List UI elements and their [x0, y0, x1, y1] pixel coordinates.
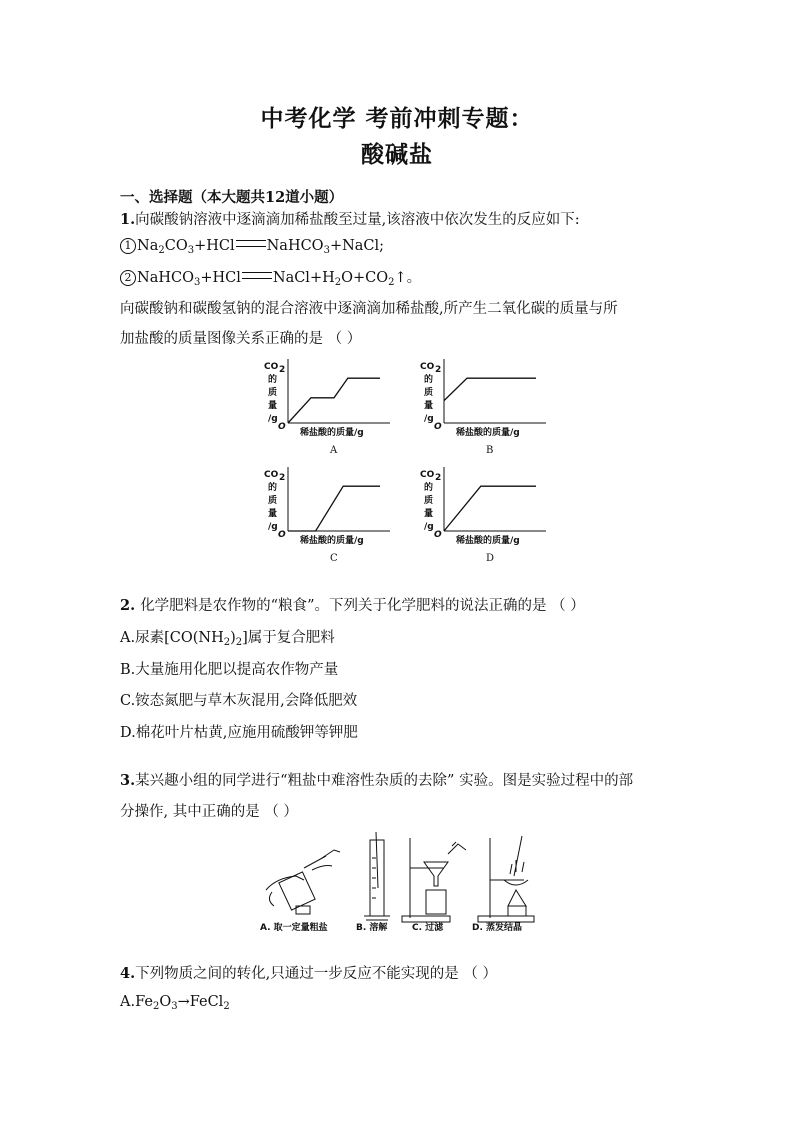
y-axis-label: 质: [424, 388, 434, 398]
r1-nacl: +NaCl;: [329, 238, 385, 254]
q2-option-a: [120, 626, 335, 647]
q1-text-2: 向碳酸钠和碳酸氢钠的混合溶液中逐滴滴加稀盐酸,所产生二氧化碳的质量与所: [120, 301, 618, 317]
graph-d: [408, 463, 558, 567]
q3-stem-text: 某兴趣小组的同学进行“粗盐中难溶性杂质的去除” 实验。图是实验过程中的部: [135, 773, 634, 789]
q2-option-b: B.大量施用化肥以提高农作物产量: [120, 662, 339, 678]
q4-a-sub: 3: [171, 1001, 178, 1012]
q2-a-sub: 2: [235, 637, 243, 648]
y-axis-label-co2: CO: [420, 470, 435, 480]
y-axis-label: 的: [424, 375, 434, 385]
caption-b: B. 溶解: [356, 923, 388, 933]
q3-stem-1: [120, 769, 633, 790]
caption-c: C. 过滤: [412, 923, 444, 933]
r1-nahco: NaHCO: [266, 238, 324, 254]
y-axis-label-sub: 2: [435, 473, 442, 483]
page-title: 中考化学 考前冲刺专题：: [260, 105, 534, 132]
q4-stem: [120, 962, 497, 983]
x-axis-label: 稀盐酸的质量/g: [300, 536, 364, 546]
q1-stem-text: 向碳酸钠溶液中逐滴滴加稀盐酸至过量,该溶液中依次发生的反应如下:: [135, 212, 580, 228]
r2-hcl: +HCl: [200, 270, 241, 286]
q4-a-text: A.Fe: [120, 994, 153, 1010]
circled-number-1: 1: [120, 238, 136, 254]
origin-label: O: [434, 530, 442, 540]
q4-option-a: [120, 994, 230, 1010]
y-axis-label-co2: CO: [264, 362, 279, 372]
q1-text-3: 加盐酸的质量图像关系正确的是 （ ）: [120, 331, 362, 347]
x-axis-label: 稀盐酸的质量/g: [456, 536, 520, 546]
q2-number: 2.: [120, 597, 141, 614]
q1-reaction-1: [120, 238, 384, 254]
q4-stem-text: 下列物质之间的转化,只通过一步反应不能实现的是 （ ）: [135, 966, 497, 982]
y-axis-label: /g: [424, 414, 434, 424]
y-axis-label: 量: [424, 509, 434, 519]
caption-d: D. 蒸发结晶: [472, 923, 523, 933]
q2-stem: [120, 594, 585, 615]
series-line: [288, 378, 380, 423]
q2-a-text: A.尿素[CO(NH: [120, 630, 224, 646]
q4-number: 4.: [120, 965, 136, 982]
y-axis-label: 的: [424, 483, 434, 493]
graduated-cylinder-illustration: [364, 832, 390, 920]
graph-b: [408, 355, 558, 459]
r1-co: CO: [164, 238, 188, 254]
graph-label: B: [486, 445, 494, 456]
y-axis-label: 质: [268, 496, 278, 506]
q1-reaction-2: [120, 266, 421, 287]
r2-nacl: NaCl+H: [272, 270, 335, 286]
circled-number-2: 2: [120, 270, 136, 286]
q4-a-sub: 2: [152, 1001, 160, 1012]
r2-arrow: ↑。: [394, 270, 422, 286]
x-axis-label: 稀盐酸的质量/g: [300, 428, 364, 438]
r2-sub: 2: [388, 277, 395, 288]
graph-c: [252, 463, 402, 567]
q2-a-text: ): [230, 630, 236, 646]
r1-hcl: +HCl: [194, 238, 235, 254]
r1-sub: 2: [158, 245, 165, 256]
q1-stem: [120, 208, 580, 229]
equals-sign: [236, 240, 266, 247]
q3-apparatus-figure: [252, 828, 552, 936]
caption-a: A. 取一定量粗盐: [260, 923, 328, 933]
x-axis-label: 稀盐酸的质量/g: [456, 428, 520, 438]
graph-a: [252, 355, 402, 459]
series-line: [288, 486, 380, 531]
evaporation-illustration: [478, 836, 534, 922]
series-line: [444, 378, 536, 400]
y-axis-label: 的: [268, 375, 278, 385]
r1-sub: 3: [187, 245, 195, 256]
y-axis-label-co2: CO: [264, 470, 279, 480]
y-axis-label-sub: 2: [279, 473, 286, 483]
y-axis-label: 质: [268, 388, 278, 398]
r2-sub: 3: [193, 277, 201, 288]
r2-nahco: NaHCO: [137, 270, 194, 286]
q2-option-c: C.铵态氮肥与草木灰混用,会降低肥效: [120, 693, 358, 709]
y-axis-label-sub: 2: [279, 365, 286, 375]
graph-label: C: [330, 553, 338, 564]
q2-stem-text: 化学肥料是农作物的“粮食”。下列关于化学肥料的说法正确的是 （ ）: [140, 598, 585, 614]
q2-option-d: D.棉花叶片枯黄,应施用硫酸钾等钾肥: [120, 725, 358, 741]
section-heading: 一、选择题（本大题共12道小题）: [120, 189, 344, 206]
r1-na: Na: [137, 238, 159, 254]
y-axis-label: 量: [268, 509, 278, 519]
graph-label: A: [330, 445, 338, 456]
q3-stem-2: 分操作, 其中正确的是 （ ）: [120, 804, 298, 820]
filtration-illustration: [402, 838, 466, 922]
q3-number: 3.: [120, 772, 136, 789]
y-axis-label: 的: [268, 483, 278, 493]
y-axis-label: /g: [424, 522, 434, 532]
y-axis-label: /g: [268, 522, 278, 532]
y-axis-label: 质: [424, 496, 434, 506]
r2-sub: 2: [334, 277, 342, 288]
y-axis-label: /g: [268, 414, 278, 424]
y-axis-label: 量: [268, 401, 278, 411]
q2-a-sub: 2: [223, 637, 231, 648]
series-line: [444, 486, 536, 531]
r1-sub: 3: [323, 245, 330, 256]
y-axis-label-sub: 2: [435, 365, 442, 375]
q2-a-text: ]属于复合肥料: [242, 630, 335, 646]
y-axis-label: 量: [424, 401, 434, 411]
equals-sign: [242, 272, 272, 279]
origin-label: O: [278, 422, 286, 432]
salt-bottle-illustration: [266, 850, 340, 914]
origin-label: O: [278, 530, 286, 540]
q4-a-text: →FeCl: [177, 994, 224, 1010]
graph-label: D: [486, 553, 495, 564]
origin-label: O: [434, 422, 442, 432]
page-subtitle: 酸碱盐: [361, 141, 433, 168]
q1-number: 1.: [120, 211, 136, 228]
r2-oco: O+CO: [341, 270, 389, 286]
q4-a-sub: 2: [223, 1001, 230, 1012]
y-axis-label-co2: CO: [420, 362, 435, 372]
q4-a-text: O: [159, 994, 172, 1010]
